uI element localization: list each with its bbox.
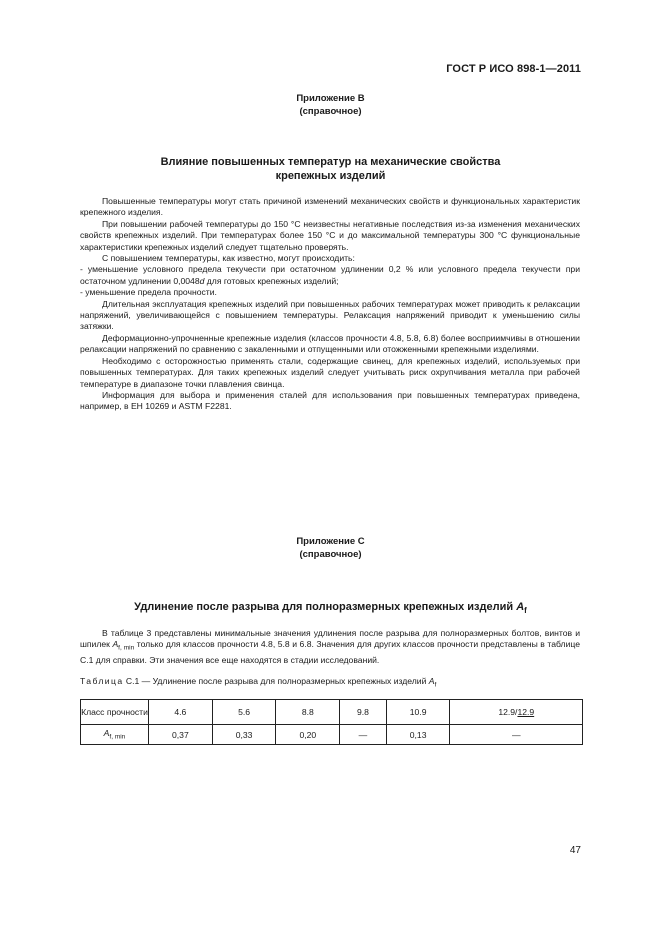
- table-header-cell: Класс прочности: [81, 700, 149, 725]
- annex-b-title: Приложение В: [296, 93, 365, 104]
- annex-b-paragraph: С повышением температуры, как известно, могут происходить:: [102, 253, 355, 264]
- table-cell: 9.8: [340, 700, 387, 725]
- annex-b-heading-line1: Влияние повышенных температур на механические свойства: [160, 156, 501, 168]
- annex-b-body: [80, 196, 580, 413]
- annex-c-subtitle: (справочное): [299, 549, 362, 560]
- annex-c-title: Приложение С: [296, 536, 365, 547]
- table-cell: 8.8: [276, 700, 340, 725]
- annex-b-paragraph: При повышении рабочей температуры до 150 °C неизвестны негативные последствия из-за изменения механических свойств крепежных изделий. При температурах более 150 °C и до максимальной температуры 300 °C функциональные характеристики крепежных изделий следует тщательно проверять.: [80, 218, 580, 252]
- annex-b-paragraph: Повышенные температуры могут стать причиной изменений механических свойств и функциональных характеристик крепежного изделия.: [80, 196, 580, 218]
- annex-b-list-item: - уменьшение предела прочности.: [80, 287, 217, 298]
- table-cell: 12.9/12.9: [450, 700, 583, 725]
- annex-b-paragraph: Необходимо с осторожностью применять стали, содержащие свинец, для крепежных изделий, используемых при повышенных температурах. Для таких крепежных изделий следует учитывать риск охрупчивания металла при рабочей температуре в диапазоне точки плавления свинца.: [80, 355, 580, 389]
- annex-b-title-block: [0, 92, 661, 118]
- table-cell: 10.9: [386, 700, 450, 725]
- table-cell: 4.6: [149, 700, 213, 725]
- annex-b-subtitle: (справочное): [299, 106, 362, 117]
- annex-c-paragraph: В таблице 3 представлены минимальные значения удлинения после разрыва для полноразмерных болтов, винтов и шпилек $A_{f, min}$ только для классов прочности 4.8, 5.8 и 6.8. Значения для других классов прочности представлены в таблице С.1 для справки. Эти значения все еще находятся в стадии исследований.: [80, 628, 580, 665]
- table-cell: —: [340, 725, 387, 745]
- elongation-table: [80, 699, 583, 745]
- annex-b-paragraph: Длительная эксплуатация крепежных изделий при повышенных рабочих температурах может приводить к релаксации напряжений, увеличивающейся с повышением температуры. Релаксация напряжений приводит к уменьшению силы затяжки.: [80, 298, 580, 332]
- document-header: ГОСТ Р ИСО 898-1—2011: [446, 63, 581, 75]
- table-caption: Таблица С.1 — Удлинение после разрыва для полноразмерных крепежных изделий $A_f$: [80, 676, 437, 689]
- annex-c-heading: Удлинение после разрыва для полноразмерных крепежных изделий $A_f$: [134, 601, 527, 616]
- annex-c-title-block: [0, 535, 661, 561]
- table-cell: 0,37: [149, 725, 213, 745]
- annex-c-body: [80, 628, 580, 666]
- annex-b-heading: [0, 155, 661, 183]
- annex-b-heading-line2: крепежных изделий: [275, 170, 386, 182]
- table-cell: —: [450, 725, 583, 745]
- annex-b-paragraph: Информация для выбора и применения сталей для использования при повышенных температурах приведена, например, в ЕН 10269 и ASTM F2281.: [80, 389, 580, 412]
- annex-b-paragraph: Деформационно-упрочненные крепежные изделия (классов прочности 4.8, 5.8, 6.8) более восприимчивы в отношении релаксации напряжений по сравнению с закаленными и отпущенными или отожженными крепежными изделиями.: [80, 332, 580, 355]
- page-number: 47: [569, 845, 581, 856]
- table-row: [81, 725, 583, 745]
- annex-b-list-item: - уменьшение условного предела текучести при остаточном удлинении 0,2 % или условного предела текучести при остаточном удлинении 0,0048d для готовых крепежных изделий;: [80, 264, 580, 286]
- table-header-cell: $A_{f, min}$: [81, 725, 149, 745]
- table-row: [81, 700, 583, 725]
- table-cell: 5.6: [212, 700, 276, 725]
- table-cell: 0,13: [386, 725, 450, 745]
- table-cell: 0,20: [276, 725, 340, 745]
- table-cell: 0,33: [212, 725, 276, 745]
